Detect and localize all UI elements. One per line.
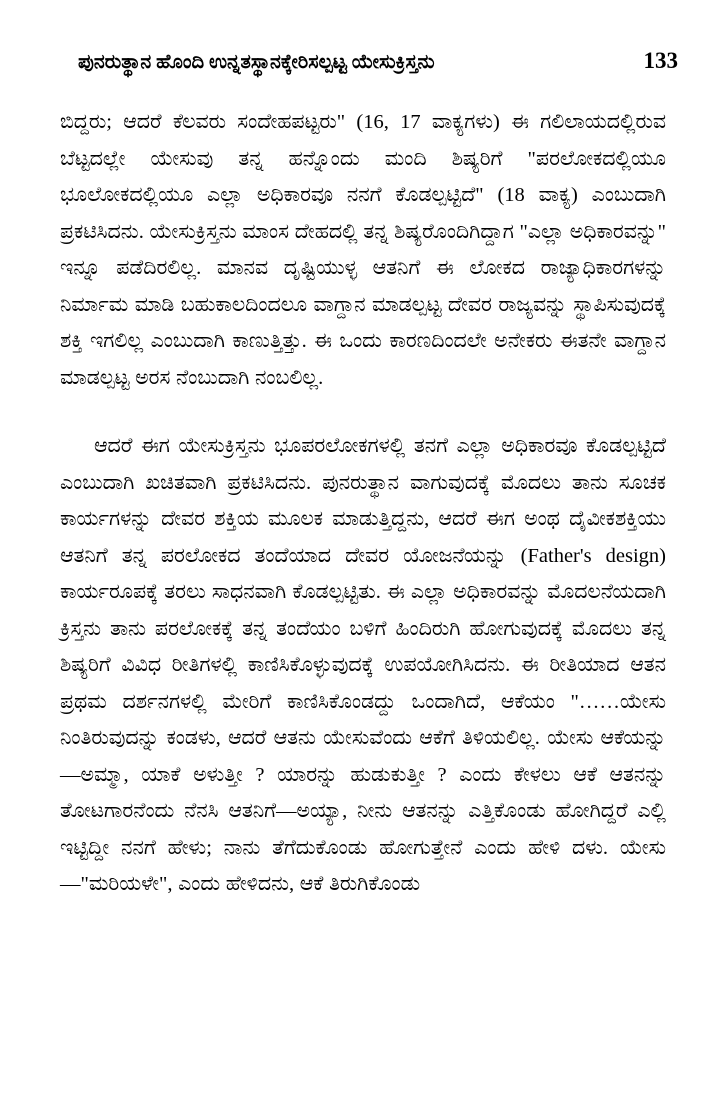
page-header — [78, 48, 678, 74]
paragraph-2: ಆದರೆ ಈಗ ಯೇಸುಕ್ರಿಸ್ತನು ಭೂಪರಲೋಕಗಳಲ್ಲಿ ತನಗೆ ಎಲ್ಲಾ ಅಧಿಕಾರವೂ ಕೊಡಲ್ಪಟ್ಟಿದೆ ಎಂಬುದಾಗಿ ಖಚಿತವಾಗಿ ಪ್ರಕಟಿಸಿದನು. ಪುನರುತ್ಥಾನ ವಾಗುವುದಕ್ಕೆ ಮೊದಲು ತಾನು ಸೂಚಕ ಕಾರ್ಯಗಳನ್ನು ದೇವರ ಶಕ್ತಿಯ ಮೂಲಕ ಮಾಡುತ್ತಿದ್ದನು, ಆದರೆ ಈಗ ಅಂಥ ದೈವೀಕಶಕ್ತಿಯು ಆತನಿಗೆ ತನ್ನ ಪರಲೋಕದ ತಂದೆಯಾದ ದೇವರ ಯೋಜನೆಯನ್ನು (Father's design) ಕಾರ್ಯರೂಪಕ್ಕೆ ತರಲು ಸಾಧನವಾಗಿ ಕೊಡಲ್ಪಟ್ಟಿತು. ಈ ಎಲ್ಲಾ ಅಧಿಕಾರವನ್ನು ಮೊದಲನೆಯದಾಗಿ ಕ್ರಿಸ್ತನು ತಾನು ಪರಲೋಕಕ್ಕೆ ತನ್ನ ತಂದೆಯಂ ಬಳಿಗೆ ಹಿಂದಿರುಗಿ ಹೋಗುವುದಕ್ಕೆ ಮೊದಲು ತನ್ನ ಶಿಷ್ಯರಿಗೆ ವಿವಿಧ ರೀತಿಗಳಲ್ಲಿ ಕಾಣಿಸಿಕೊಳ್ಳುವುದಕ್ಕೆ ಉಪಯೋಗಿಸಿದನು. ಈ ರೀತಿಯಾದ ಆತನ ಪ್ರಥಮ ದರ್ಶನಗಳಲ್ಲಿ ಮೇರಿಗೆ ಕಾಣಿಸಿಕೊಂಡದ್ದು ಒಂದಾಗಿದೆ, ಆಕೆಯಂ "……ಯೇಸು ನಿಂತಿರುವುದನ್ನು ಕಂಡಳು, ಆದರೆ ಆತನು ಯೇಸುವೆಂದು ಆಕೆಗೆ ತಿಳಿಯಲಿಲ್ಲ. ಯೇಸು ಆಕೆಯನ್ನು—ಅಮ್ಮಾ, ಯಾಕೆ ಅಳುತ್ತೀ ? ಯಾರನ್ನು ಹುಡುಕುತ್ತೀ ? ಎಂದು ಕೇಳಲು ಆಕೆ ಆತನನ್ನು ತೋಟಗಾರನೆಂದು ನೆನಸಿ ಆತನಿಗೆ—ಅಯ್ಯಾ, ನೀನು ಆತನನ್ನು ಎತ್ತಿಕೊಂಡು ಹೋಗಿದ್ದರೆ ಎಲ್ಲಿ ಇಟ್ಟಿದ್ದೀ ನನಗೆ ಹೇಳು; ನಾನು ತೆಗೆದುಕೊಂಡು ಹೋಗುತ್ತೇನೆ ಎಂದು ಹೇಳಿ ದಳು. ಯೇಸು—"ಮರಿಯಳೇ", ಎಂದು ಹೇಳಿದನು, ಆಕೆ ತಿರುಗಿಕೊಂಡು — [60, 435, 666, 895]
running-head: ಪುನರುತ್ಥಾನ ಹೊಂದಿ ಉನ್ನತಸ್ಥಾನಕ್ಕೇರಿಸಲ್ಪಟ್ಟ ಯೇಸುಕ್ರಿಸ್ತನು — [78, 52, 435, 73]
paragraph-1: ಬಿದ್ದರು; ಆದರೆ ಕೆಲವರು ಸಂದೇಹಪಟ್ಟರು" (16, 17 ವಾಕ್ಯಗಳು) ಈ ಗಲಿಲಾಯದಲ್ಲಿರುವ ಬೆಟ್ಟದಲ್ಲೇ ಯೇಸುವು ತನ್ನ ಹನ್ನೊಂದು ಮಂದಿ ಶಿಷ್ಯರಿಗೆ "ಪರಲೋಕದಲ್ಲಿಯೂ ಭೂಲೋಕದಲ್ಲಿಯೂ ಎಲ್ಲಾ ಅಧಿಕಾರವೂ ನನಗೆ ಕೊಡಲ್ಪಟ್ಟಿದೆ" (18 ವಾಕ್ಯ) ಎಂಬುದಾಗಿ ಪ್ರಕಟಿಸಿದನು. ಯೇಸುಕ್ರಿಸ್ತನು ಮಾಂಸ ದೇಹದಲ್ಲಿ ತನ್ನ ಶಿಷ್ಯರೊಂದಿಗಿದ್ದಾಗ "ಎಲ್ಲಾ ಅಧಿಕಾರವನ್ನು" ಇನ್ನೂ ಪಡೆದಿರಲಿಲ್ಲ. ಮಾನವ ದೃಷ್ಟಿಯುಳ್ಳ ಆತನಿಗೆ ಈ ಲೋಕದ ರಾಜ್ಯಾಧಿಕಾರಗಳನ್ನು ನಿರ್ಮಾಮ ಮಾಡಿ ಬಹುಕಾಲದಿಂದಲೂ ವಾಗ್ದಾನ ಮಾಡಲ್ಪಟ್ಟ ದೇವರ ರಾಜ್ಯವನ್ನು ಸ್ಥಾಪಿಸುವುದಕ್ಕೆ ಶಕ್ತಿ ಇಗಲಿಲ್ಲ ಎಂಬುದಾಗಿ ಕಾಣುತ್ತಿತ್ತು. ಈ ಒಂದು ಕಾರಣದಿಂದಲೇ ಅನೇಕರು ಈತನೇ ವಾಗ್ದಾನ ಮಾಡಲ್ಪಟ್ಟ ಅರಸ ನೆಂಬುದಾಗಿ ನಂಬಲಿಲ್ಲ. — [60, 111, 666, 389]
body-text — [60, 104, 666, 903]
page-number: 133 — [643, 48, 678, 73]
